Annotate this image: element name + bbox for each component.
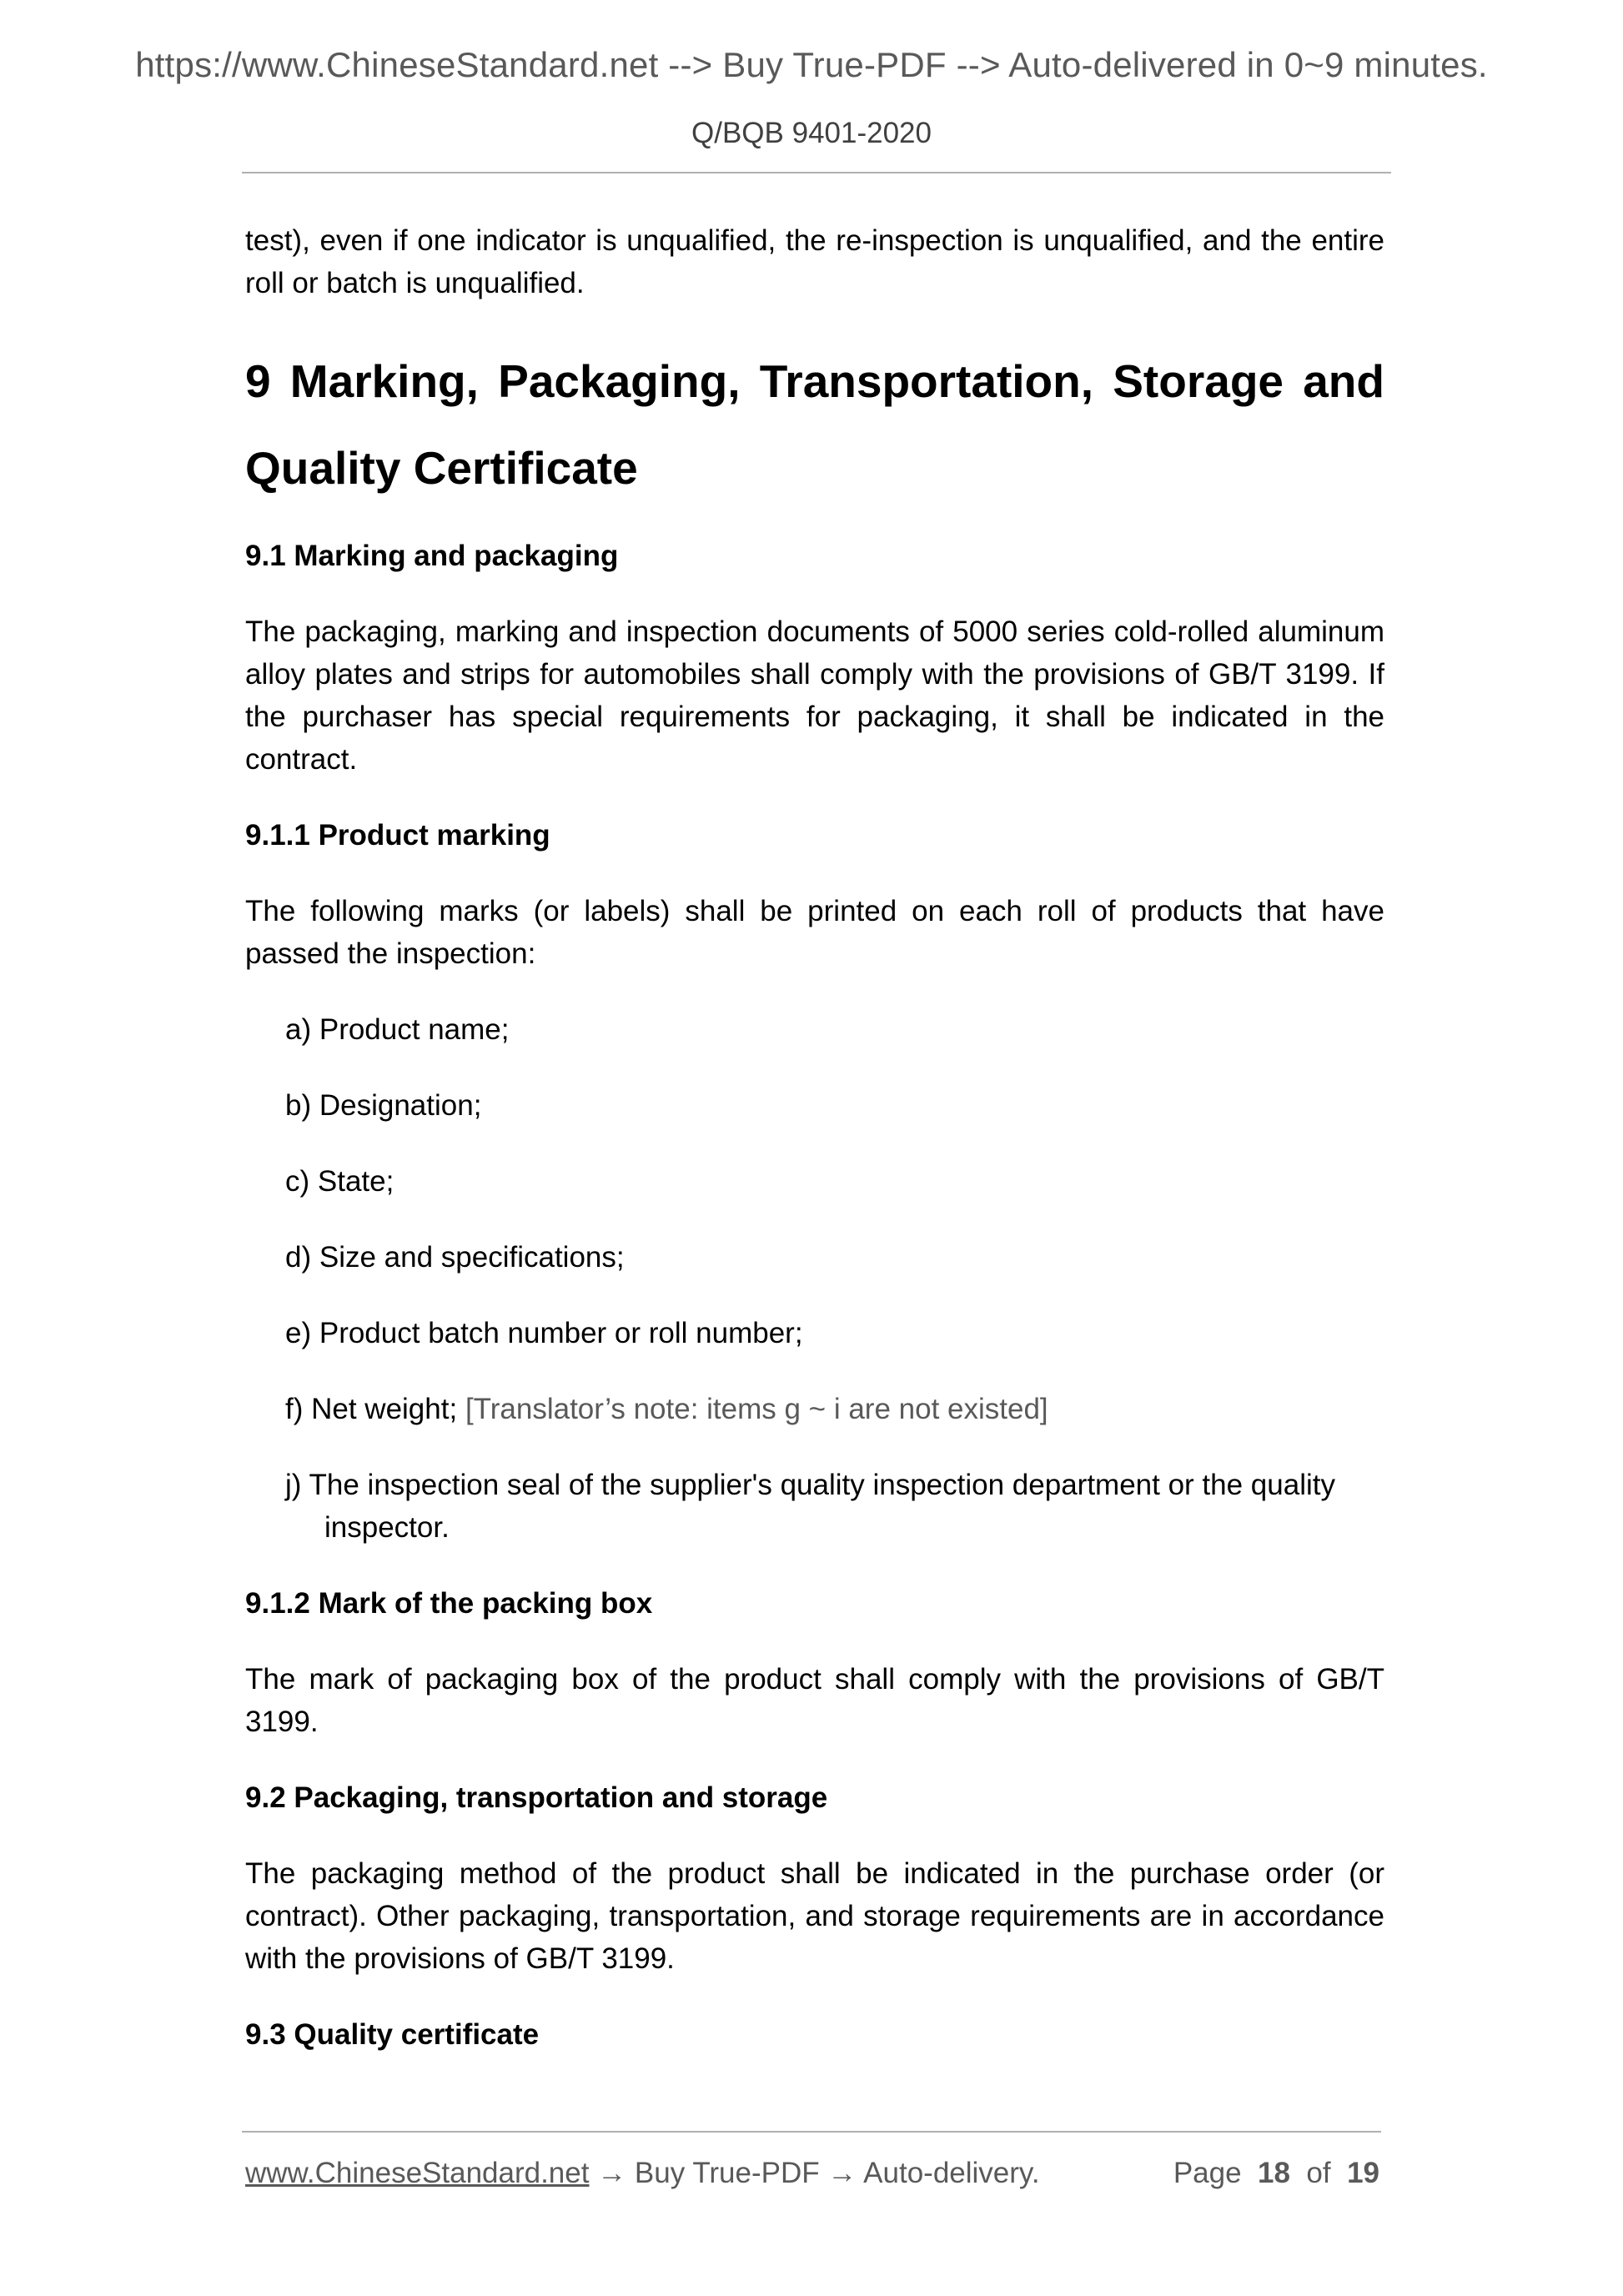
footer-site-link[interactable]: www.ChineseStandard.net bbox=[245, 2157, 590, 2189]
section-9-1-1-heading: 9.1.1 Product marking bbox=[245, 819, 550, 852]
page-current: 18 bbox=[1258, 2157, 1290, 2189]
page-footer bbox=[245, 2157, 1379, 2190]
chapter-title-line-1: 9 Marking, Packaging, Transportation, Storage and bbox=[245, 355, 1384, 407]
section-9-2-text: The packaging method of the product shall be indicated in the purchase order (or contract). Other packaging, transportation, and storage requirements are in accordance with the provisions of GB/T 3199. bbox=[245, 1857, 1384, 1975]
list-item-b: b) Designation; bbox=[285, 1089, 482, 1122]
section-9-2-heading: 9.2 Packaging, transportation and storage bbox=[245, 1781, 828, 1814]
list-item-f bbox=[285, 1388, 1384, 1430]
page-of-label: of bbox=[1306, 2157, 1331, 2189]
list-item-d: d) Size and specifications; bbox=[285, 1241, 625, 1274]
translator-note: [Translator’s note: items g ~ i are not existed] bbox=[465, 1393, 1048, 1425]
footer-left bbox=[245, 2157, 1040, 2190]
footer-divider bbox=[242, 2131, 1381, 2133]
page-content bbox=[245, 219, 1384, 2089]
page-indicator bbox=[1173, 2157, 1379, 2190]
section-9-1-heading: 9.1 Marking and packaging bbox=[245, 540, 619, 572]
list-item-j: j) The inspection seal of the supplier's quality inspection department or the quality inspector. bbox=[285, 1469, 1335, 1544]
document-code: Q/BQB 9401-2020 bbox=[691, 117, 932, 149]
list-item-f-text: f) Net weight; bbox=[285, 1393, 458, 1425]
section-9-1-text: The packaging, marking and inspection documents of 5000 series cold-rolled aluminum alloy plates and strips for automobiles shall comply with the provisions of GB/T 3199. If the purchaser has special requirements for packaging, it shall be indicated in the contract. bbox=[245, 615, 1384, 776]
section-9-1-2-heading: 9.1.2 Mark of the packing box bbox=[245, 1587, 653, 1620]
chapter-title-line-2: Quality Certificate bbox=[245, 442, 638, 494]
section-9-1-1-text: The following marks (or labels) shall be printed on each roll of products that have passed the inspection: bbox=[245, 895, 1384, 970]
section-9-3-heading: 9.3 Quality certificate bbox=[245, 2018, 540, 2051]
chapter-title bbox=[245, 338, 1384, 511]
list-item-a: a) Product name; bbox=[285, 1013, 510, 1046]
marking-list bbox=[245, 1008, 1384, 1549]
footer-tagline: → Buy True-PDF → Auto-delivery. bbox=[589, 2157, 1040, 2189]
page-total: 19 bbox=[1347, 2157, 1379, 2189]
header-divider bbox=[242, 172, 1391, 173]
section-9-1-2-text: The mark of packaging box of the product shall comply with the provisions of GB/T 3199. bbox=[245, 1663, 1384, 1738]
top-banner: https://www.ChineseStandard.net --> Buy True-PDF --> Auto-delivered in 0~9 minutes. bbox=[135, 45, 1488, 84]
continuation-paragraph: test), even if one indicator is unqualified, the re-inspection is unqualified, and the entire roll or batch is unqualified. bbox=[245, 224, 1384, 299]
list-item-e: e) Product batch number or roll number; bbox=[285, 1317, 803, 1349]
list-item-c: c) State; bbox=[285, 1165, 394, 1198]
page-label: Page bbox=[1173, 2157, 1242, 2189]
